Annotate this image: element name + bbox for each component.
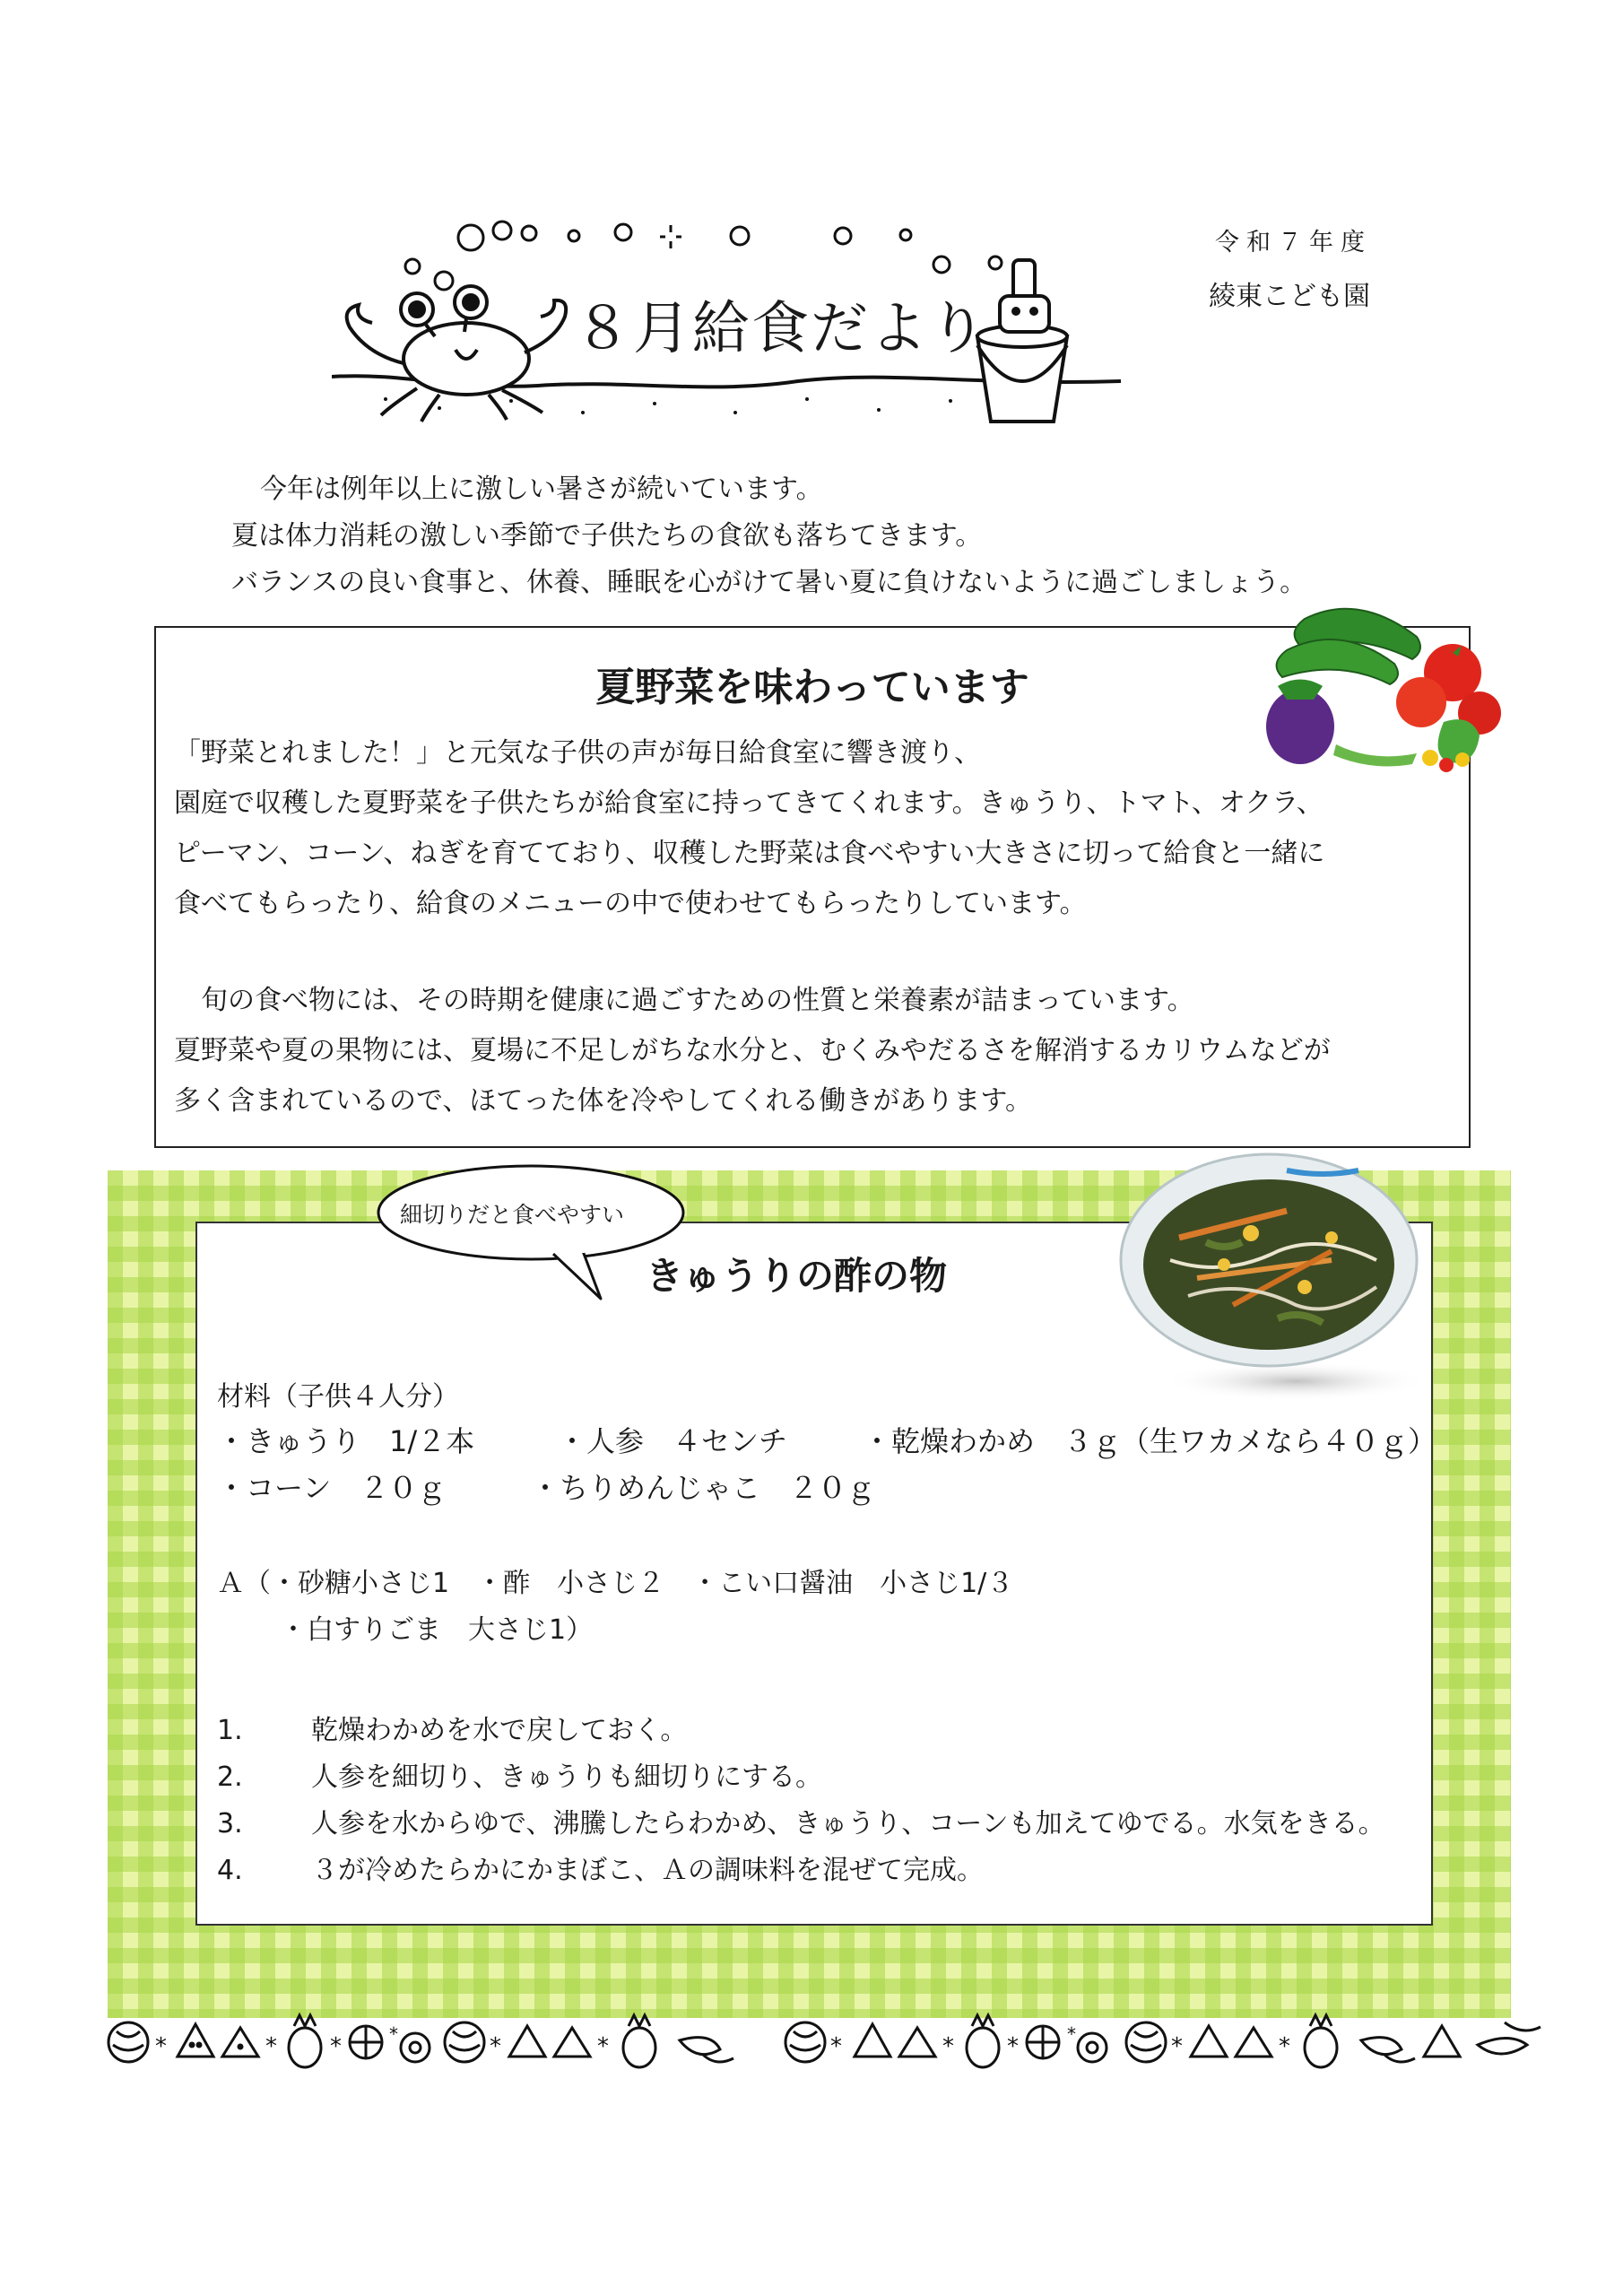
step-number: 3.	[217, 1808, 243, 1839]
watermelon-slice-icon	[855, 2024, 890, 2057]
paragraph-line: 旬の食べ物には、その時期を健康に過ごすための性質と栄養素が詰まっています。	[174, 985, 1194, 1016]
step-number: 4.	[217, 1855, 243, 1886]
fiscal-year: 令和７年度	[1215, 229, 1372, 257]
svg-text:*: *	[597, 2033, 609, 2060]
watermelon-icon	[445, 2022, 484, 2062]
intro-line: 今年は例年以上に激しい暑さが続いています。	[260, 474, 823, 505]
ingredient-item: ・乾燥わかめ ３ｇ（生ワカメなら４０ｇ）	[863, 1424, 1437, 1458]
orange-slice-icon	[350, 2026, 382, 2058]
watermelon-icon	[785, 2022, 825, 2062]
svg-text:*: *	[1007, 2033, 1019, 2060]
svg-text:*: *	[830, 2033, 842, 2060]
svg-text:*: *	[1067, 2023, 1076, 2045]
section-heading: 夏野菜を味わっています	[595, 665, 1029, 710]
ingredient-item: ・コーン ２０ｇ	[217, 1471, 447, 1505]
seasoning-line: ・白すりごま 大さじ1）	[280, 1614, 594, 1646]
intro-line: 夏は体力消耗の激しい季節で子供たちの食欲も落ちてきます。	[231, 520, 983, 552]
paragraph-line: 園庭で収穫した夏野菜を子供たちが給食室に持ってきてくれます。きゅうり、トマト、オクラ、	[174, 787, 1324, 819]
intro-line: バランスの良い食事と、休養、睡眠を心がけて暑い夏に負けないように過ごしましょう。	[231, 567, 1307, 598]
svg-text:*: *	[330, 2033, 342, 2060]
sparkle-icon	[660, 225, 681, 248]
svg-text:*: *	[1279, 2033, 1290, 2060]
bubble-text: 細切りだと食べやすい	[400, 1202, 625, 1228]
watermelon-slice-icon	[1424, 2026, 1460, 2057]
melon-slice-icon	[1478, 2022, 1541, 2054]
school-name: 綾東こども園	[1209, 281, 1370, 312]
svg-text:*: *	[942, 2033, 954, 2060]
paragraph-line: 食べてもらったり、給食のメニューの中で使わせてもらったりしています。	[174, 888, 1087, 919]
sand-dots	[384, 397, 952, 414]
watermelon-icon	[1126, 2022, 1166, 2062]
svg-text:*: *	[490, 2033, 501, 2060]
watermelon-slice-icon	[222, 2028, 258, 2057]
orange-slice-icon	[1078, 2033, 1107, 2062]
watermelon-slice-icon	[509, 2026, 545, 2057]
step-number: 1.	[217, 1715, 243, 1746]
watermelon-slice-icon	[899, 2028, 935, 2057]
step-text: 人参を細切り、きゅうりも細切りにする。	[311, 1761, 822, 1793]
svg-text:*: *	[265, 2033, 277, 2060]
paragraph-line: 多く含まれているので、ほてった体を冷やしてくれる働きがあります。	[174, 1085, 1032, 1117]
page-title: ８月給食だより	[574, 296, 988, 362]
recipe-title: きゅうりの酢の物	[646, 1254, 948, 1298]
recipe-step	[217, 1848, 984, 1887]
watermelon-icon	[108, 2022, 148, 2062]
svg-text:*: *	[1171, 2033, 1183, 2060]
svg-text:*: *	[389, 2023, 398, 2045]
watermelon-slice-icon	[178, 2024, 213, 2057]
paragraph-line: ピーマン、コーン、ねぎを育てており、収穫した野菜は食べやすい大きさに切って給食と一緒に	[174, 838, 1325, 869]
pineapple-icon	[289, 2015, 321, 2067]
melon-slice-icon	[680, 2038, 733, 2062]
ingredient-item: ・人参 ４センチ	[558, 1424, 788, 1458]
step-text: 人参を水からゆで、沸騰したらわかめ、きゅうり、コーンも加えてゆでる。水気をきる。	[311, 1808, 1385, 1839]
paragraph-line: 夏野菜や夏の果物には、夏場に不足しがちな水分と、むくみやだるさを解消するカリウムなどが	[174, 1035, 1331, 1066]
paragraph-line: 「野菜とれました！」と元気な子供の声が毎日給食室に響き渡り、	[174, 737, 981, 769]
cucumber-icon	[1277, 609, 1420, 684]
svg-text:*: *	[155, 2033, 167, 2060]
orange-slice-icon	[1027, 2026, 1059, 2058]
recipe-step	[217, 1708, 687, 1747]
orange-slice-icon	[401, 2033, 430, 2062]
ingredient-item: ・ちりめんじゃこ ２０ｇ	[531, 1471, 876, 1505]
watermelon-slice-icon	[554, 2028, 590, 2057]
step-text: ３が冷めたらかにかまぼこ、Ａの調味料を混ぜて完成。	[311, 1855, 984, 1886]
seasoning-line: Ａ（・砂糖小さじ1 ・酢 小さじ２ ・こい口醤油 小さじ1/３	[217, 1568, 1014, 1599]
watermelon-slice-icon	[1236, 2028, 1271, 2057]
watermelon-slice-icon	[1191, 2026, 1227, 2057]
bubbles-decoration	[405, 222, 1002, 290]
pineapple-icon	[967, 2015, 999, 2067]
ingredient-item: ・きゅうり 1/２本	[217, 1424, 475, 1458]
pineapple-icon	[623, 2015, 655, 2067]
vegetables-illustration	[1251, 596, 1511, 785]
fruit-border-decoration	[106, 2005, 1567, 2076]
recipe-step	[217, 1754, 822, 1794]
dish-photo	[1116, 1152, 1457, 1404]
eggplant-icon	[1266, 680, 1334, 765]
bucket-icon	[977, 260, 1067, 422]
pineapple-icon	[1305, 2015, 1337, 2067]
melon-slice-icon	[1361, 2038, 1415, 2062]
step-text: 乾燥わかめを水で戻しておく。	[311, 1715, 688, 1746]
recipe-step	[217, 1801, 1385, 1840]
ingredients-label: 材料（子供４人分）	[217, 1381, 459, 1413]
step-number: 2.	[217, 1761, 243, 1793]
crab-icon	[347, 286, 566, 422]
